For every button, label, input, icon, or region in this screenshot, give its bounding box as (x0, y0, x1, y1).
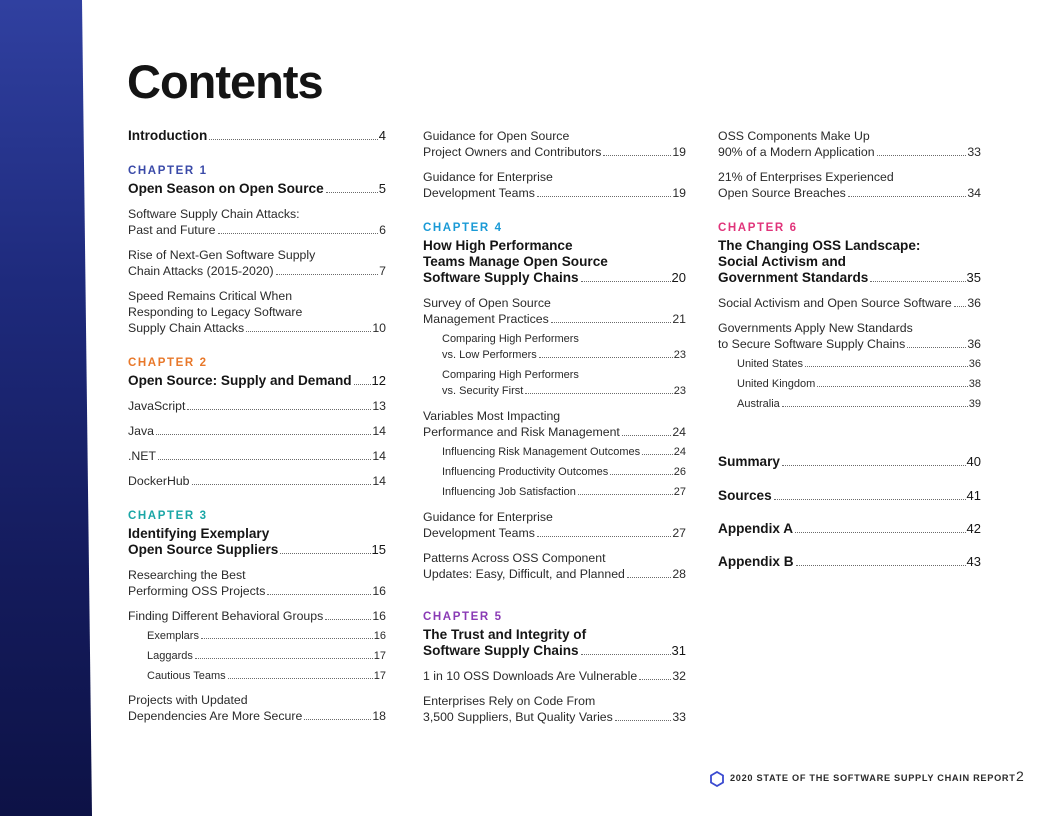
toc-label: Appendix B (718, 554, 794, 569)
toc-label: vs. Low Performers (442, 349, 537, 361)
dot-leader (581, 281, 671, 282)
toc-page-number: 19 (672, 145, 686, 159)
toc-label-line: OSS Components Make Up (718, 129, 870, 143)
toc-label-line: Comparing High Performers (442, 369, 579, 381)
toc-page-number: 14 (372, 449, 386, 463)
toc-subentry[interactable] (423, 464, 686, 480)
toc-row (718, 144, 981, 160)
toc-entry[interactable] (128, 423, 386, 439)
toc-subentry[interactable] (128, 628, 386, 644)
toc-entry[interactable] (423, 550, 686, 582)
toc-label-line: The Trust and Integrity of (423, 627, 587, 642)
toc-page-number: 40 (966, 454, 981, 469)
toc-page-number: 14 (372, 474, 386, 488)
toc-label: Software Supply Chains (423, 270, 579, 285)
dot-leader (627, 577, 671, 578)
dot-leader (551, 322, 672, 323)
toc-column-2 (423, 128, 686, 725)
dot-leader (267, 594, 371, 595)
dot-leader (848, 196, 966, 197)
toc-subentry[interactable] (718, 396, 981, 412)
dot-leader (525, 393, 672, 394)
toc-entry[interactable] (423, 627, 686, 659)
toc-entry[interactable] (128, 473, 386, 489)
toc-row (442, 347, 686, 363)
toc-label: 1 in 10 OSS Downloads Are Vulnerable (423, 669, 638, 683)
dot-leader (187, 409, 371, 410)
dot-leader (774, 499, 966, 500)
dot-leader (192, 484, 372, 485)
toc-label: Development Teams (423, 186, 535, 200)
toc-row (423, 185, 686, 201)
toc-label: Laggards (147, 650, 193, 662)
dot-leader (639, 679, 671, 680)
toc-page-number: 35 (966, 270, 981, 285)
toc-page-number: 28 (672, 567, 686, 581)
toc-row (128, 583, 386, 599)
toc-label: Government Standards (718, 270, 869, 285)
toc-page-number: 23 (673, 385, 686, 397)
dot-leader (537, 536, 671, 537)
spacer (423, 541, 686, 550)
toc-entry[interactable] (423, 693, 686, 725)
toc-label: Summary (718, 454, 780, 469)
spacer (128, 279, 386, 288)
toc-row (423, 668, 686, 684)
dot-leader (782, 465, 966, 466)
toc-row (128, 608, 386, 624)
toc-page-number: 20 (671, 270, 686, 285)
toc-label: Development Teams (423, 526, 535, 540)
toc-page-number: 33 (967, 145, 981, 159)
toc-label: 3,500 Suppliers, But Quality Varies (423, 710, 613, 724)
toc-row (718, 270, 981, 286)
toc-label: Updates: Easy, Difficult, and Planned (423, 567, 625, 581)
toc-label: Social Activism and Open Source Software (718, 296, 952, 310)
dot-leader (201, 638, 373, 639)
toc-row (718, 185, 981, 201)
dot-leader (218, 233, 379, 234)
toc-row (128, 423, 386, 439)
chapter-label: CHAPTER 3 (128, 510, 208, 522)
toc-row (718, 488, 981, 504)
toc-row (718, 554, 981, 570)
toc-page-number: 36 (967, 296, 981, 310)
spacer (423, 399, 686, 408)
toc-label-line: Social Activism and (718, 254, 846, 269)
toc-entry[interactable] (423, 408, 686, 440)
toc-label-line: Responding to Legacy Software (128, 305, 303, 319)
toc-page-number: 14 (372, 424, 386, 438)
toc-label: Cautious Teams (147, 670, 226, 682)
toc-column-1 (128, 128, 386, 724)
spacer (423, 160, 686, 169)
toc-entry[interactable] (718, 488, 981, 504)
toc-subentry[interactable] (423, 444, 686, 460)
toc-row (737, 356, 981, 372)
toc-page-number: 12 (371, 373, 386, 388)
toc-entry[interactable] (718, 521, 981, 537)
toc-page-number: 36 (967, 337, 981, 351)
toc-label: Performance and Risk Management (423, 425, 620, 439)
toc-label: to Secure Software Supply Chains (718, 337, 906, 351)
toc-label: Management Practices (423, 312, 549, 326)
dot-leader (209, 139, 377, 140)
toc-page-number: 18 (372, 709, 386, 723)
sidebar-decoration (0, 0, 92, 816)
toc-row (147, 628, 386, 644)
toc-subentry[interactable] (423, 331, 686, 363)
toc-entry[interactable] (128, 567, 386, 599)
toc-label-line: Rise of Next-Gen Software Supply (128, 248, 316, 262)
toc-row (128, 448, 386, 464)
toc-label-line: 21% of Enterprises Experienced (718, 170, 894, 184)
toc-label: Australia (737, 398, 780, 410)
toc-row (442, 484, 686, 500)
spacer (128, 599, 386, 608)
spacer (423, 684, 686, 693)
dot-leader (615, 720, 672, 721)
toc-label-line: Comparing High Performers (442, 333, 579, 345)
toc-label-line: Guidance for Enterprise (423, 510, 553, 524)
dot-leader (158, 459, 371, 460)
toc-row (147, 668, 386, 684)
toc-row (442, 383, 686, 399)
dot-leader (276, 274, 379, 275)
toc-subentry[interactable] (423, 484, 686, 500)
toc-label: Influencing Risk Management Outcomes (442, 446, 641, 458)
dot-leader (537, 196, 671, 197)
toc-page-number: 23 (673, 349, 686, 361)
toc-page-number: 21 (672, 312, 686, 326)
spacer (423, 659, 686, 668)
spacer (718, 160, 981, 169)
dot-leader (817, 386, 967, 387)
toc-row (423, 566, 686, 582)
chapter-label: CHAPTER 1 (128, 165, 208, 177)
toc-page-number: 4 (378, 128, 386, 143)
toc-entry[interactable] (423, 509, 686, 541)
toc-page-number: 10 (372, 321, 386, 335)
toc-page-number: 17 (373, 650, 386, 662)
spacer (718, 412, 981, 454)
toc-row (423, 643, 686, 659)
toc-entry[interactable] (423, 128, 686, 160)
toc-subentry[interactable] (128, 648, 386, 664)
toc-row (147, 648, 386, 664)
dot-leader (870, 281, 965, 282)
toc-page-number: 39 (968, 398, 981, 410)
toc-page-number: 16 (372, 584, 386, 598)
page-number: 2 (1016, 768, 1024, 784)
toc-page-number: 15 (371, 542, 386, 557)
dot-leader (578, 494, 673, 495)
spacer (128, 336, 386, 356)
dot-leader (642, 454, 673, 455)
toc-label: Influencing Job Satisfaction (442, 486, 576, 498)
toc-label: Java (128, 424, 154, 438)
dot-leader (907, 347, 966, 348)
spacer (718, 537, 981, 554)
toc-row (718, 295, 981, 311)
spacer (423, 500, 686, 509)
toc-entry[interactable] (128, 692, 386, 724)
toc-label: Finding Different Behavioral Groups (128, 609, 324, 623)
toc-label-line: How High Performance (423, 238, 573, 253)
spacer (718, 504, 981, 521)
toc-entry[interactable] (128, 526, 386, 558)
dot-leader (246, 331, 371, 332)
hexagon-icon (710, 771, 724, 787)
page-title: Contents (127, 55, 323, 108)
toc-row (128, 398, 386, 414)
toc-subentry[interactable] (128, 668, 386, 684)
toc-label-line: Guidance for Open Source (423, 129, 570, 143)
toc-label-line: Survey of Open Source (423, 296, 551, 310)
toc-row (737, 396, 981, 412)
toc-label: Influencing Productivity Outcomes (442, 466, 609, 478)
toc-row (718, 521, 981, 537)
toc-page-number: 7 (379, 264, 386, 278)
toc-row (128, 473, 386, 489)
toc-entry[interactable] (128, 181, 386, 197)
toc-label-line: Identifying Exemplary (128, 526, 270, 541)
toc-label: .NET (128, 449, 157, 463)
toc-row (128, 320, 386, 336)
toc-entry[interactable] (718, 454, 981, 470)
spacer (423, 582, 686, 610)
toc-row (128, 181, 386, 197)
toc-row (423, 424, 686, 440)
dot-leader (539, 357, 673, 358)
toc-label-line: Speed Remains Critical When (128, 289, 293, 303)
toc-label: Appendix A (718, 521, 794, 536)
toc-page-number: 38 (968, 378, 981, 390)
toc-label-line: Teams Manage Open Source (423, 254, 608, 269)
toc-row (442, 444, 686, 460)
toc-page-number: 41 (966, 488, 981, 503)
toc-label-line: Researching the Best (128, 568, 246, 582)
toc-row (128, 128, 386, 144)
toc-label: Performing OSS Projects (128, 584, 266, 598)
toc-row (128, 263, 386, 279)
toc-page-number: 31 (671, 643, 686, 658)
toc-page-number: 27 (672, 526, 686, 540)
chapter-label: CHAPTER 2 (128, 357, 208, 369)
spacer (128, 144, 386, 164)
dot-leader (304, 719, 371, 720)
spacer (718, 201, 981, 221)
toc-label: Open Source Suppliers (128, 542, 279, 557)
spacer (718, 311, 981, 320)
toc-row (737, 376, 981, 392)
toc-page-number: 5 (378, 181, 386, 196)
toc-entry[interactable] (128, 206, 386, 238)
toc-row (128, 708, 386, 724)
toc-entry[interactable] (718, 320, 981, 352)
toc-row (128, 542, 386, 558)
toc-entry[interactable] (128, 247, 386, 279)
toc-label-line: Governments Apply New Standards (718, 321, 913, 335)
toc-entry[interactable] (423, 295, 686, 327)
toc-label: Project Owners and Contributors (423, 145, 602, 159)
toc-subentry[interactable] (718, 356, 981, 372)
dot-leader (796, 565, 966, 566)
spacer (423, 286, 686, 295)
toc-row (423, 709, 686, 725)
toc-entry[interactable] (128, 288, 386, 336)
toc-label: Supply Chain Attacks (128, 321, 245, 335)
toc-entry[interactable] (718, 295, 981, 311)
toc-label: Open Source Breaches (718, 186, 846, 200)
toc-label: Dependencies Are More Secure (128, 709, 303, 723)
toc-subentry[interactable] (718, 376, 981, 392)
spacer (128, 489, 386, 509)
toc-entry[interactable] (718, 238, 981, 286)
toc-row (423, 270, 686, 286)
toc-subentry[interactable] (423, 367, 686, 399)
spacer (128, 684, 386, 692)
toc-page-number: 24 (673, 446, 686, 458)
spacer (128, 439, 386, 448)
spacer (423, 201, 686, 221)
spacer (718, 286, 981, 295)
toc-page-number: 32 (672, 669, 686, 683)
dot-leader (228, 678, 373, 679)
dot-leader (782, 406, 968, 407)
spacer (128, 464, 386, 473)
toc-column-3 (718, 128, 981, 570)
dot-leader (325, 619, 371, 620)
toc-page-number: 6 (379, 223, 386, 237)
toc-page-number: 19 (672, 186, 686, 200)
toc-page-number: 43 (966, 554, 981, 569)
toc-entry[interactable] (718, 128, 981, 160)
toc-row (423, 311, 686, 327)
toc-label-line: Variables Most Impacting (423, 409, 561, 423)
toc-label: Sources (718, 488, 772, 503)
toc-row (423, 144, 686, 160)
spacer (128, 389, 386, 398)
toc-label: Open Season on Open Source (128, 181, 324, 196)
dot-leader (954, 306, 967, 307)
toc-row (442, 464, 686, 480)
dot-leader (195, 658, 373, 659)
toc-row (718, 336, 981, 352)
spacer (128, 238, 386, 247)
toc-label: vs. Security First (442, 385, 524, 397)
dot-leader (877, 155, 967, 156)
dot-leader (805, 366, 968, 367)
toc-page-number: 33 (672, 710, 686, 724)
toc-label: Open Source: Supply and Demand (128, 373, 352, 388)
dot-leader (795, 532, 966, 533)
toc-label: Exemplars (147, 630, 199, 642)
toc-row (128, 373, 386, 389)
spacer (128, 414, 386, 423)
toc-label: United Kingdom (737, 378, 816, 390)
spacer (718, 470, 981, 488)
toc-page-number: 42 (966, 521, 981, 536)
toc-label-line: Projects with Updated (128, 693, 248, 707)
toc-label-line: Enterprises Rely on Code From (423, 694, 596, 708)
toc-entry[interactable] (718, 169, 981, 201)
dot-leader (581, 654, 671, 655)
chapter-label: CHAPTER 4 (423, 222, 503, 234)
toc-entry[interactable] (128, 448, 386, 464)
dot-leader (280, 553, 370, 554)
toc-entry[interactable] (128, 398, 386, 414)
toc-entry[interactable] (718, 554, 981, 570)
dot-leader (622, 435, 671, 436)
toc-row (423, 525, 686, 541)
toc-label-line: Software Supply Chain Attacks: (128, 207, 300, 221)
chapter-label: CHAPTER 6 (718, 222, 798, 234)
footer-report-title: 2020 STATE OF THE SOFTWARE SUPPLY CHAIN REPORT (730, 773, 1016, 783)
dot-leader (603, 155, 671, 156)
toc-entry[interactable] (423, 169, 686, 201)
toc-entry[interactable] (128, 373, 386, 389)
toc-label: DockerHub (128, 474, 190, 488)
toc-page-number: 27 (673, 486, 686, 498)
toc-page-number: 34 (967, 186, 981, 200)
toc-entry[interactable] (128, 128, 386, 144)
toc-page-number: 24 (672, 425, 686, 439)
dot-leader (156, 434, 371, 435)
toc-label: Software Supply Chains (423, 643, 579, 658)
toc-label: Past and Future (128, 223, 216, 237)
toc-label: JavaScript (128, 399, 186, 413)
dot-leader (610, 474, 672, 475)
spacer (128, 197, 386, 206)
toc-page-number: 17 (373, 670, 386, 682)
toc-row (128, 222, 386, 238)
toc-label: United States (737, 358, 804, 370)
toc-page-number: 13 (372, 399, 386, 413)
toc-label-line: The Changing OSS Landscape: (718, 238, 921, 253)
toc-page-number: 16 (373, 630, 386, 642)
toc-entry[interactable] (128, 608, 386, 624)
chapter-label: CHAPTER 5 (423, 611, 503, 623)
spacer (128, 558, 386, 567)
toc-page-number: 36 (968, 358, 981, 370)
toc-entry[interactable] (423, 238, 686, 286)
dot-leader (354, 384, 371, 385)
dot-leader (326, 192, 378, 193)
toc-label: 90% of a Modern Application (718, 145, 875, 159)
toc-page-number: 16 (372, 609, 386, 623)
toc-label: Introduction (128, 128, 208, 143)
toc-page-number: 26 (673, 466, 686, 478)
toc-row (718, 454, 981, 470)
toc-label: Chain Attacks (2015-2020) (128, 264, 274, 278)
toc-label-line: Patterns Across OSS Component (423, 551, 606, 565)
toc-entry[interactable] (423, 668, 686, 684)
toc-label-line: Guidance for Enterprise (423, 170, 553, 184)
